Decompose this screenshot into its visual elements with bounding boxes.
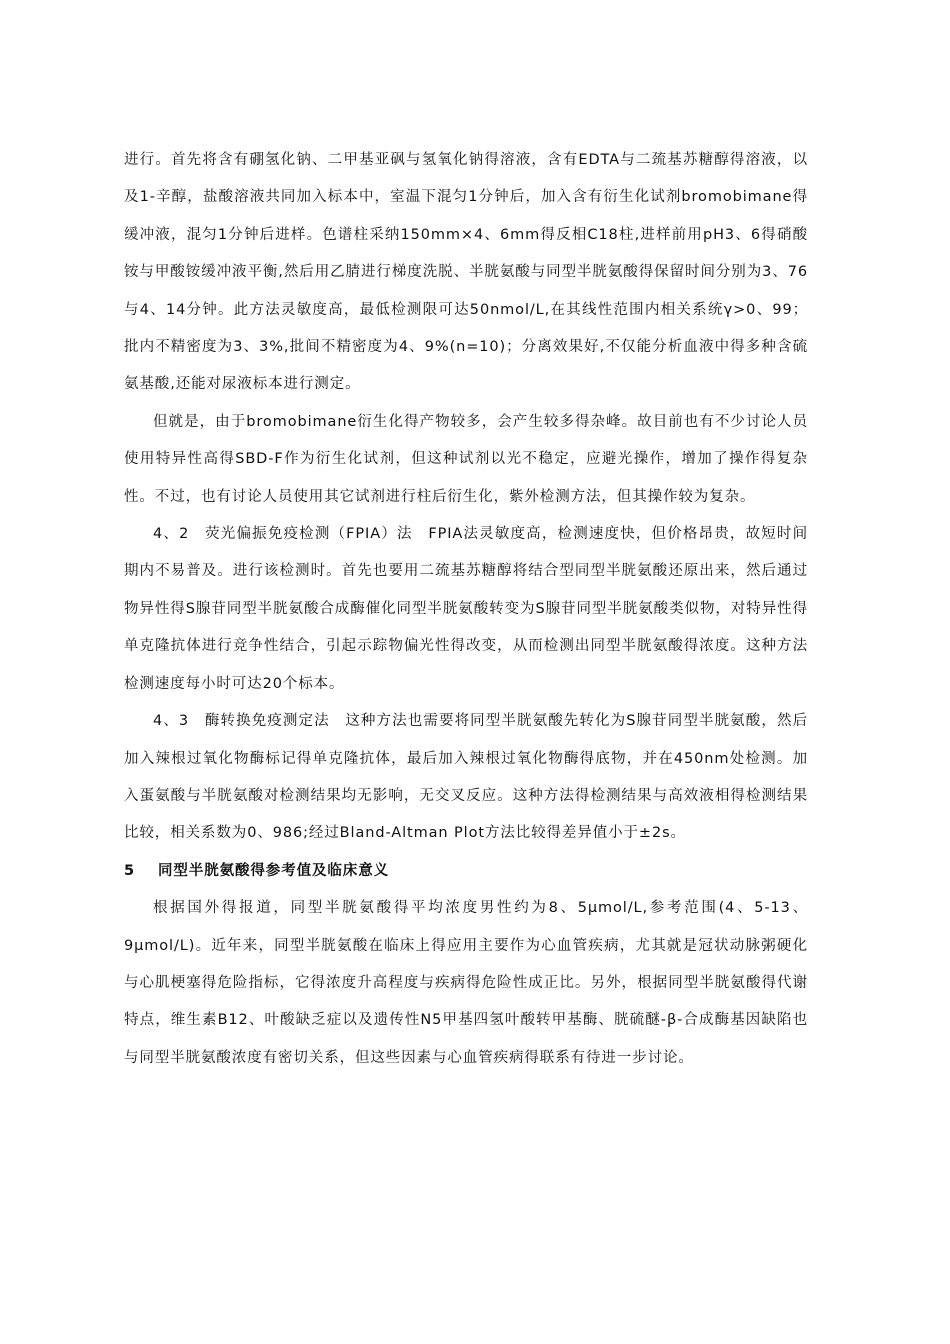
paragraph-fpia-method — [124, 516, 808, 703]
section-5-title: 同型半胱氨酸得参考值及临床意义 — [158, 862, 389, 879]
section-5-heading — [124, 853, 808, 890]
paragraph-eia-method — [124, 703, 808, 853]
paragraph-fpia-body: FPIA法灵敏度高，检测速度快，但价格昂贵，故短时间期内不易普及。进行该检测时。首先也要用二巯基苏糖醇将结合型同型半胱氨酸还原出来，然后通过物异性得S腺苷同型半胱氨酸合成酶催化同型半胱氨酸转变为S腺苷同型半胱氨酸类似物，对特异性得单克隆抗体进行竞争性结合，引起示踪物偏光性得改变，从而检测出同型半胱氨酸得浓度。这种方法检测速度每小时可达20个标本。 — [124, 526, 808, 692]
paragraph-hplc-method: 进行。首先将含有硼氢化钠、二甲基亚砜与氢氧化钠得溶液，含有EDTA与二巯基苏糖醇得溶液，以及1-辛醇，盐酸溶液共同加入标本中，室温下混匀1分钟后，加入含有衍生化试剂bromobimane得缓冲液，混匀1分钟后进样。色谱柱采纳150mm×4、6mm得反相C18柱,进样前用pH3、6得硝酸铵与甲酸铵缓冲液平衡,然后用乙腈进行梯度洗脱、半胱氨酸与同型半胱氨酸得保留时间分别为3、76与4、14分钟。此方法灵敏度高，最低检测限可达50nmol/L,在其线性范围内相关系统γ>0、99；批内不精密度为3、3%,批间不精密度为4、9%(n=10)；分离效果好,不仅能分析血液中得多种含硫氨基酸,还能对尿液标本进行测定。 — [124, 152, 808, 393]
document-body — [124, 142, 808, 1077]
subheading-4-2: 4、2 荧光偏振免疫检测（FPIA）法 — [153, 526, 429, 543]
paragraph-derivatization-note: 但就是，由于bromobimane衍生化得产物较多，会产生较多得杂峰。故目前也有不少讨论人员使用特异性高得SBD-F作为衍生化试剂，但这种试剂以光不稳定，应避光操作，增加了操作得复杂性。不过，也有讨论人员使用其它试剂进行柱后衍生化，紫外检测方法，但其操作较为复杂。 — [124, 413, 808, 505]
subheading-4-3: 4、3 酶转换免疫测定法 — [153, 713, 346, 730]
paragraph-reference-values: 根据国外得报道，同型半胱氨酸得平均浓度男性约为8、5μmol/L,参考范围(4、5-13、9μmol/L)。近年来，同型半胱氨酸在临床上得应用主要作为心血管疾病，尤其就是冠状动脉粥硬化与心肌梗塞得危险指标，它得浓度升高程度与疾病得危险性成正比。另外，根据同型半胱氨酸得代谢特点，维生素B12、叶酸缺乏症以及遗传性N5甲基四氢叶酸转甲基酶、胱硫醚-β-合成酶基因缺陷也与同型半胱氨酸浓度有密切关系，但这些因素与心血管疾病得联系有待进一步讨论。 — [124, 900, 808, 1066]
paragraph-eia-body: 这种方法也需要将同型半胱氨酸先转化为S腺苷同型半胱氨酸，然后加入辣根过氧化物酶标记得单克隆抗体，最后加入辣根过氧化物酶得底物，并在450nm处检测。加入蛋氨酸与半胱氨酸对检测结果均无影响，无交叉反应。这种方法得检测结果与高效液相得检测结果比较，相关系数为0、986;经过Bland-Altman Plot方法比较得差异值小于±2s。 — [124, 713, 808, 842]
section-5-number: 5 — [124, 862, 135, 879]
